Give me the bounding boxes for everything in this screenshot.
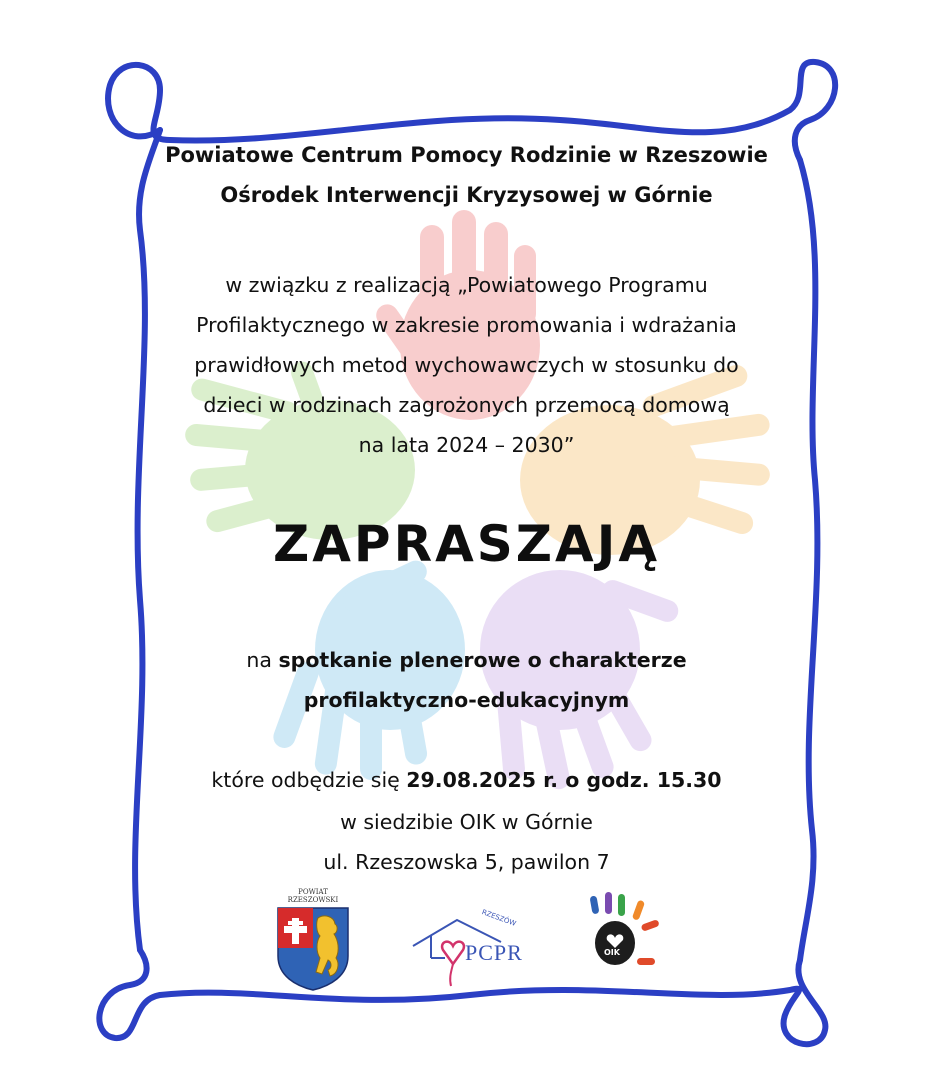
pcpr-label: PCPR [465,940,523,965]
organizer-line-1: Powiatowe Centrum Pomocy Rodzinie w Rzeszowie [165,143,768,167]
event-address-line: ul. Rzeszowska 5, pawilon 7 [323,850,610,874]
event-date-line [0,768,933,792]
program-line-4: dzieci w rodzinach zagrożonych przemocą domową [203,393,730,417]
pcpr-logo [405,908,530,992]
pcpr-city-label: RZESZÓW [480,908,518,928]
program-line-2: Profilaktycznego w zakresie promowania i wdrażania [196,313,737,337]
event-place-line: w siedzibie OIK w Górnie [340,810,593,834]
event-datetime: 29.08.2025 r. o godz. 15.30 [406,768,722,792]
oik-logo [585,888,665,983]
oik-hand-icon [585,888,665,983]
headline-title: ZAPRASZAJĄ [272,515,661,573]
event-prefix: które odbędzie się [211,768,407,792]
program-line-1: w związku z realizacją „Powiatowego Programu [225,273,708,297]
program-line-3: prawidłowych metod wychowawczych w stosunku do [194,353,739,377]
invite-event-type: spotkanie plenerowe o charakterze [278,648,687,672]
invite-prefix: na [246,648,279,672]
organizer-line-2: Ośrodek Interwencji Kryzysowej w Górnie [220,183,713,207]
invite-line-1 [0,648,933,672]
coat-of-arms-icon [272,904,354,992]
invite-line-2: profilaktyczno-edukacyjnym [303,688,630,712]
oik-label: OIK [604,948,620,957]
program-line-5: na lata 2024 – 2030” [358,433,575,457]
powiat-rzeszowski-logo [272,888,354,988]
powiat-caption: POWIAT RZESZOWSKI [287,888,339,904]
